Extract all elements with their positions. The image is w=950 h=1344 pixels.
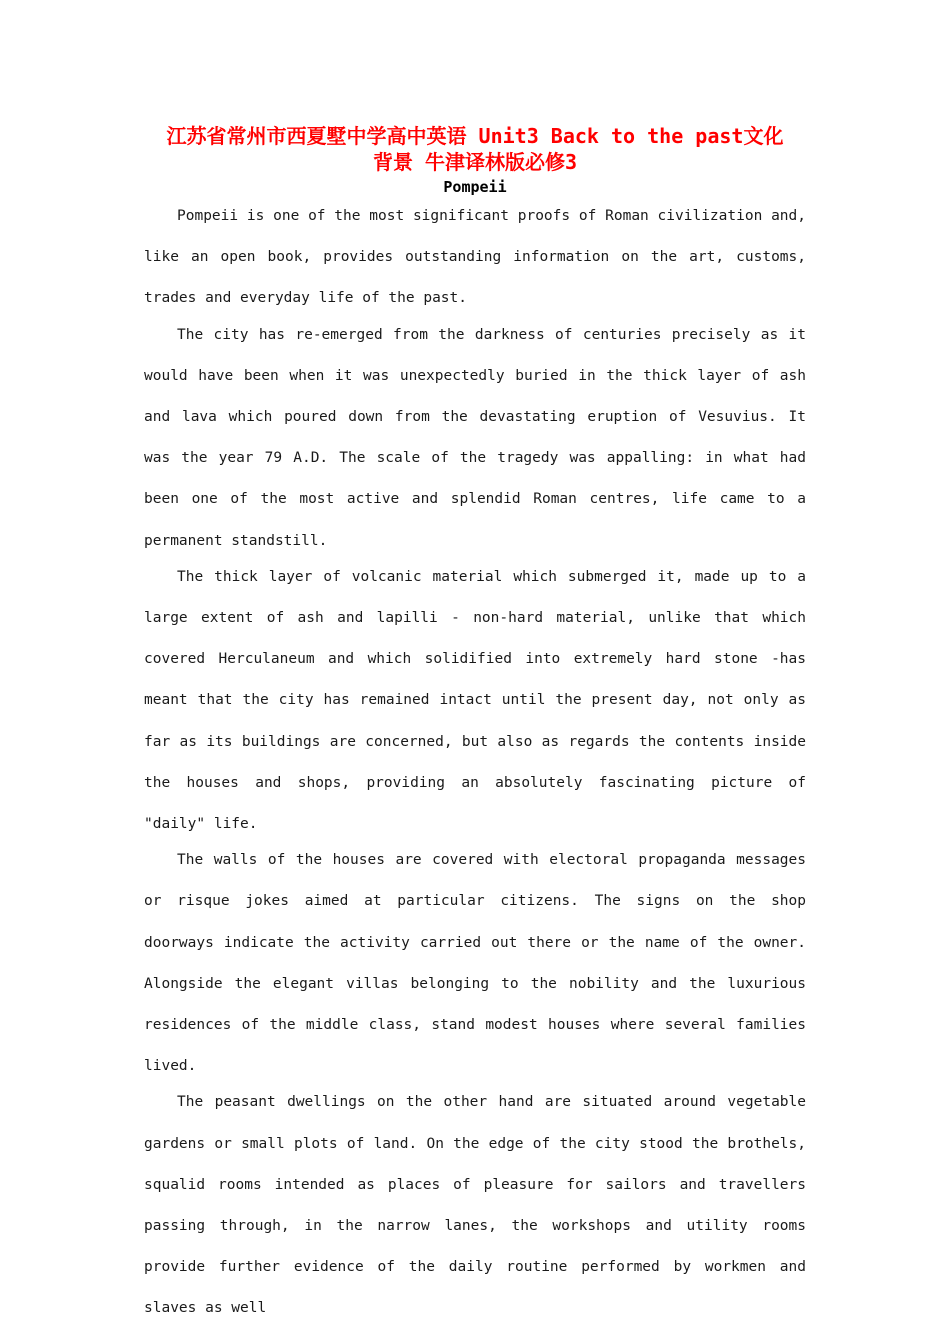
paragraph-3: The thick layer of volcanic material which submerged it, made up to a large extent of ash and lapilli - non-hard material, unlike that which covered Herculaneum and which solidified into extremely hard stone -has meant that the city has remained intact until the present day, not only as far as its buildings are concerned, but also as regards the contents inside the houses and shops, providing an absolutely fascinating picture of "daily" life. [144, 568, 806, 833]
paragraph-5: The peasant dwellings on the other hand are situated around vegetable gardens or small plots of land. On the edge of the city stood the brothels, squalid rooms intended as places of pleasure for sailors and travellers passing through, in the narrow lanes, the workshops and utility rooms provide further evidence of the daily routine performed by workmen and slaves as well [144, 1094, 806, 1317]
document-body [144, 196, 806, 1325]
section-heading: Pompeii [443, 178, 507, 196]
document-title-line-1: 江苏省常州市西夏墅中学高中英语 Unit3 Back to the past文化 [166, 124, 784, 148]
paragraph-4: The walls of the houses are covered with electoral propaganda messages or risque jokes aimed at particular citizens. The signs on the shop doorways indicate the activity carried out there or the name of the owner. Alongside the elegant villas belonging to the nobility and the luxurious residences of the middle class, stand modest houses where several families lived. [144, 852, 806, 1075]
document-title-line-2: 背景 牛津译林版必修3 [372, 150, 578, 174]
paragraph-1: Pompeii is one of the most significant proofs of Roman civilization and, like an open book, provides outstanding information on the art, customs, trades and everyday life of the past. [144, 208, 806, 307]
paragraph-2: The city has re-emerged from the darkness of centuries precisely as it would have been when it was unexpectedly buried in the thick layer of ash and lava which poured down from the devastating eruption of Vesuvius. It was the year 79 A.D. The scale of the tragedy was appalling: in what had been one of the most active and splendid Roman centres, life came to a permanent standstill. [144, 326, 806, 549]
